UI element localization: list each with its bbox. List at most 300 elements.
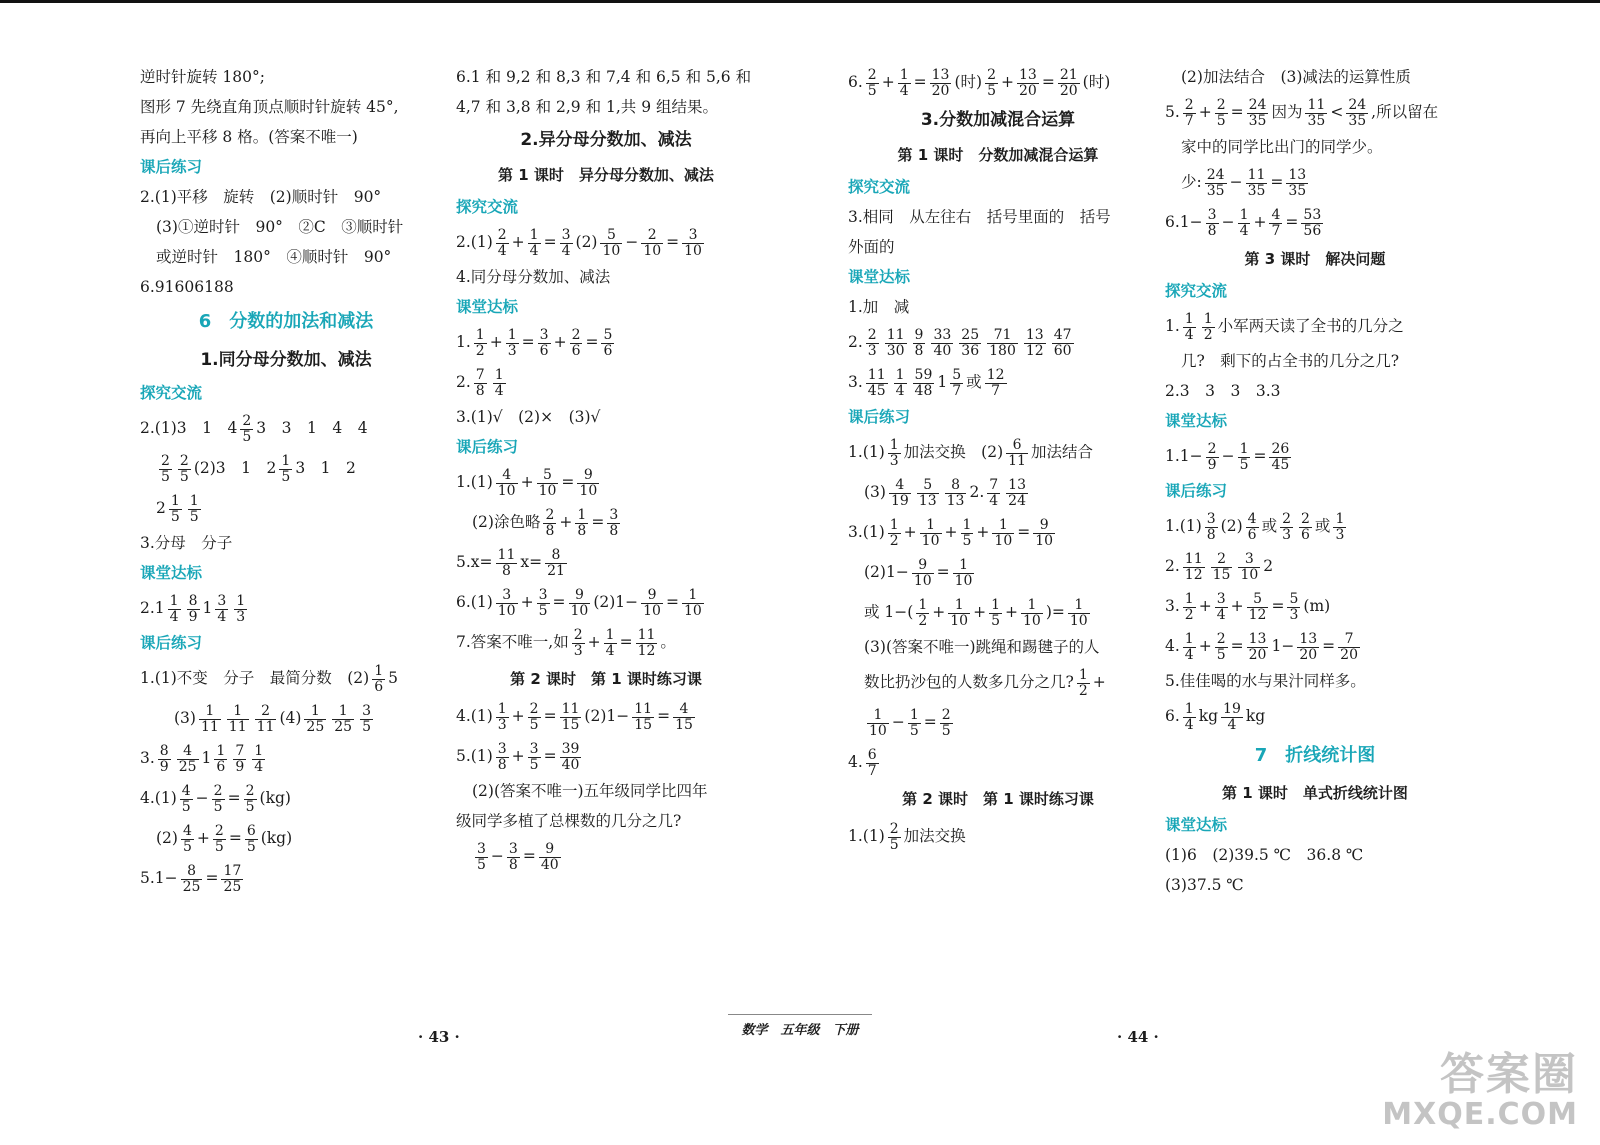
- fraction-numerator: 2: [573, 626, 583, 643]
- fraction: [304, 704, 326, 735]
- fraction: [1183, 592, 1196, 623]
- answer-line: [848, 62, 1148, 102]
- fraction-denominator: 20: [1059, 82, 1078, 99]
- fraction-denominator: 10: [1240, 566, 1259, 583]
- fraction-numerator: 1: [1203, 310, 1213, 327]
- fraction-numerator: 8: [188, 592, 198, 609]
- text-run: 3.: [1165, 597, 1180, 615]
- fraction-numerator: 7: [235, 742, 245, 759]
- fraction-numerator: 3: [609, 506, 619, 523]
- fraction-numerator: 1: [682, 588, 704, 604]
- fraction-numerator: 1: [1184, 590, 1194, 607]
- section-heading: 课后练习: [1165, 482, 1228, 500]
- fraction-numerator: 1: [1068, 598, 1090, 614]
- answer-line: [1165, 202, 1465, 242]
- fraction-denominator: 4: [899, 82, 909, 99]
- fraction: [1346, 98, 1368, 129]
- fraction: [496, 548, 518, 579]
- fraction-denominator: 10: [994, 532, 1013, 549]
- fraction-numerator: 24: [1348, 96, 1367, 113]
- fraction-denominator: 5: [182, 838, 192, 855]
- fraction: [866, 68, 879, 99]
- text-run: 。: [660, 633, 676, 651]
- answer-line: [456, 322, 756, 362]
- section-heading: 探究交流: [1165, 282, 1228, 300]
- fraction: [866, 368, 888, 399]
- fraction: [1006, 478, 1028, 509]
- fraction: [1206, 208, 1219, 239]
- text-run: 或: [1261, 517, 1278, 535]
- answer-line: [456, 362, 756, 402]
- fraction: [894, 368, 907, 399]
- fraction-denominator: 25: [334, 718, 353, 735]
- fraction-denominator: 10: [913, 572, 932, 589]
- fraction-numerator: 1: [475, 326, 485, 343]
- fraction-numerator: 1: [577, 506, 587, 523]
- fraction-numerator: 1: [992, 518, 1014, 534]
- fraction-numerator: 33: [933, 326, 952, 343]
- fraction: [600, 228, 622, 259]
- fraction-numerator: 19: [1223, 700, 1241, 717]
- fraction-numerator: 1: [281, 452, 291, 469]
- fraction: [245, 824, 258, 855]
- fraction-numerator: 1: [507, 326, 517, 343]
- answer-line: 级同学多植了总棵数的几分之几?: [456, 812, 682, 830]
- answer-line: 外面的: [848, 238, 895, 256]
- text-run: 4.(1): [456, 707, 493, 725]
- fraction-denominator: 3: [507, 342, 517, 359]
- fraction: [985, 368, 1007, 399]
- fraction-numerator: 2: [529, 700, 539, 717]
- fraction-denominator: 12: [1248, 606, 1267, 623]
- text-run: =: [619, 633, 633, 651]
- fraction: [332, 704, 354, 735]
- answer-line: 或逆时针 180° ④顺时针 90°: [156, 248, 392, 266]
- text-run: 3.: [140, 749, 155, 767]
- fraction-denominator: 5: [213, 798, 223, 815]
- fraction-denominator: 8: [577, 522, 587, 539]
- answer-line: [140, 738, 432, 778]
- text-run: 5: [388, 669, 398, 687]
- fraction: [528, 702, 541, 733]
- answer-line: [472, 502, 756, 542]
- fraction-denominator: 10: [1023, 612, 1041, 629]
- fraction: [168, 594, 181, 625]
- text-run: +: [1230, 597, 1244, 615]
- fraction-denominator: 8: [609, 522, 619, 539]
- fraction-denominator: 20: [1019, 82, 1037, 99]
- fraction-numerator: 1: [899, 66, 909, 83]
- fraction: [545, 548, 567, 579]
- fraction-numerator: 1: [1021, 598, 1043, 614]
- watermark-url: MXQE.COM: [1382, 1097, 1578, 1132]
- fraction-numerator: 4: [889, 478, 911, 494]
- lesson-title: 第 2 课时 第 1 课时练习课: [902, 790, 1094, 808]
- fraction-numerator: 1: [953, 558, 975, 574]
- fraction: [496, 468, 518, 499]
- fraction-numerator: 13: [1008, 476, 1026, 493]
- fraction: [682, 228, 704, 259]
- lesson-title: 第 1 课时 单式折线统计图: [1222, 784, 1408, 802]
- fraction-numerator: 11: [634, 700, 653, 717]
- answer-column-2: [456, 62, 756, 876]
- fraction-denominator: 10: [1035, 532, 1054, 549]
- text-run: (4): [279, 709, 302, 727]
- fraction: [1183, 98, 1196, 129]
- fraction: [1006, 438, 1028, 469]
- fraction: [1297, 632, 1319, 663]
- fraction-numerator: 53: [1303, 206, 1322, 223]
- fraction-denominator: 3: [236, 608, 246, 625]
- answer-line: [156, 488, 432, 528]
- chapter-title: 7 折线统计图: [1254, 745, 1376, 766]
- answer-line: 2.3 3 3 3.3: [1165, 382, 1281, 400]
- fraction-denominator: 4: [1227, 716, 1237, 733]
- fraction: [1299, 512, 1312, 543]
- fraction-denominator: 15: [561, 716, 580, 733]
- text-run: 5.1−: [140, 869, 178, 887]
- fraction-denominator: 6: [1247, 526, 1257, 543]
- text-run: 3 1 2: [295, 459, 356, 477]
- fraction: [187, 594, 200, 625]
- fraction: [989, 598, 1002, 629]
- fraction-numerator: 3: [561, 226, 571, 243]
- text-run: (2)1−: [864, 563, 909, 581]
- fraction: [1024, 328, 1046, 359]
- lesson-title: 第 2 课时 第 1 课时练习课: [510, 670, 702, 688]
- text-run: 小军两天读了全书的几分之: [1217, 317, 1404, 335]
- fraction-numerator: 2: [987, 66, 996, 83]
- fraction: [199, 704, 221, 735]
- fraction-denominator: 10: [579, 482, 598, 499]
- fraction: [539, 842, 561, 873]
- text-run: (3): [174, 709, 196, 727]
- text-run: =: [1230, 103, 1244, 121]
- fraction-numerator: 11: [1307, 96, 1326, 113]
- fraction-denominator: 5: [529, 716, 539, 733]
- fraction: [953, 558, 975, 589]
- answer-line: [1181, 162, 1465, 202]
- fraction-denominator: 5: [242, 428, 252, 445]
- fraction: [1077, 668, 1090, 699]
- fraction: [930, 68, 952, 99]
- text-run: 3.: [848, 373, 863, 391]
- fraction-numerator: 1: [909, 706, 919, 723]
- section-heading: 课堂达标: [1165, 816, 1228, 834]
- text-run: −: [1221, 447, 1235, 465]
- fraction-numerator: 4: [181, 782, 191, 799]
- fraction-numerator: 1: [889, 516, 899, 533]
- answer-line: 3.(1)√ (2)× (3)√: [456, 408, 601, 426]
- fraction-denominator: 10: [1069, 612, 1088, 629]
- unit-title: 1.同分母分数加、减法: [200, 350, 372, 370]
- fraction-numerator: 4: [1271, 206, 1281, 223]
- fraction-numerator: 5: [603, 326, 613, 343]
- fraction-denominator: 6: [374, 678, 384, 695]
- text-run: ,所以留在: [1371, 103, 1439, 121]
- fraction-numerator: 3: [217, 592, 227, 609]
- fraction: [1238, 208, 1251, 239]
- fraction-numerator: 47: [1053, 326, 1072, 343]
- answer-line: 1.加 减: [848, 298, 910, 316]
- fraction-denominator: 7: [867, 762, 877, 779]
- text-run: 2: [1263, 557, 1274, 575]
- section-heading: 探究交流: [456, 198, 519, 216]
- fraction-numerator: 2: [214, 822, 224, 839]
- fraction-numerator: 24: [1206, 166, 1225, 183]
- fraction-numerator: 1: [991, 596, 1000, 613]
- fraction-denominator: 5: [1239, 456, 1249, 473]
- text-run: (时): [954, 73, 983, 91]
- footer-rule: [728, 1014, 872, 1015]
- fraction-numerator: 1: [170, 492, 180, 509]
- fraction-denominator: 3: [497, 716, 507, 733]
- answer-line: [472, 836, 756, 876]
- text-run: kg: [1198, 707, 1219, 725]
- text-run: =: [665, 593, 679, 611]
- fraction-denominator: 15: [1212, 566, 1231, 583]
- fraction: [496, 588, 518, 619]
- fraction-denominator: 3: [573, 642, 583, 659]
- fraction-numerator: 71: [987, 328, 1018, 344]
- answer-line: [456, 736, 756, 776]
- fraction: [372, 664, 385, 695]
- fraction: [528, 228, 541, 259]
- fraction-numerator: 3: [496, 588, 518, 604]
- fraction: [575, 508, 588, 539]
- fraction-numerator: 2: [245, 782, 255, 799]
- fraction: [889, 478, 911, 509]
- fraction-denominator: 3: [867, 342, 877, 359]
- fraction-numerator: 13: [1299, 630, 1318, 647]
- text-run: )=: [1045, 603, 1065, 621]
- fraction-denominator: 4: [217, 608, 227, 625]
- fraction: [537, 468, 559, 499]
- fraction-denominator: 10: [538, 482, 557, 499]
- fraction-numerator: 2: [1216, 96, 1226, 113]
- fraction-denominator: 10: [643, 242, 662, 259]
- fraction-numerator: 39: [561, 740, 580, 757]
- answer-line: 家中的同学比出门的同学少。: [1181, 138, 1383, 156]
- fraction-denominator: 4: [169, 608, 179, 625]
- fraction-denominator: 35: [1307, 112, 1326, 129]
- answer-line: [864, 662, 1148, 702]
- fraction-numerator: 25: [961, 326, 980, 343]
- fraction-numerator: 26: [1271, 440, 1290, 457]
- text-run: =: [1285, 213, 1299, 231]
- fraction: [180, 784, 193, 815]
- fraction-denominator: 8: [497, 756, 507, 773]
- text-run: +: [511, 747, 525, 765]
- fraction: [1205, 512, 1218, 543]
- text-run: =: [543, 233, 557, 251]
- fraction: [234, 594, 247, 625]
- fraction: [866, 328, 879, 359]
- text-run: +: [489, 333, 503, 351]
- answer-line: [140, 588, 432, 628]
- fraction: [475, 842, 488, 873]
- text-run: −: [490, 847, 504, 865]
- text-run: 加法结合: [1030, 443, 1093, 461]
- fraction-denominator: 8: [914, 342, 924, 359]
- text-run: 1.(1): [848, 827, 885, 845]
- fraction: [177, 744, 199, 775]
- fraction: [1333, 512, 1346, 543]
- fraction-numerator: 1: [605, 626, 615, 643]
- text-run: 1.: [1165, 317, 1180, 335]
- text-run: 3 3 1 4 4: [256, 419, 368, 437]
- answer-line: [848, 742, 1148, 782]
- fraction-numerator: 2: [161, 452, 170, 469]
- fraction: [1238, 442, 1251, 473]
- fraction-denominator: 7: [991, 382, 1001, 399]
- text-run: −: [1221, 213, 1235, 231]
- fraction-numerator: 2: [1282, 510, 1291, 527]
- text-run: 1−: [1271, 637, 1295, 655]
- answer-line: [864, 702, 1148, 742]
- text-run: 加法交换: [903, 827, 966, 845]
- watermark: [1382, 1051, 1578, 1131]
- text-run: 3.(1): [848, 523, 885, 541]
- fraction-denominator: 20: [1248, 646, 1267, 663]
- text-run: +: [973, 603, 987, 621]
- fraction-denominator: 10: [950, 612, 969, 629]
- fraction: [641, 228, 663, 259]
- fraction: [1206, 442, 1219, 473]
- text-run: 2.1: [140, 599, 165, 617]
- fraction-denominator: 5: [962, 532, 972, 549]
- fraction-denominator: 10: [921, 532, 940, 549]
- text-run: =: [913, 73, 927, 91]
- fraction: [1246, 168, 1268, 199]
- fraction: [959, 328, 981, 359]
- answer-line: [174, 698, 432, 738]
- text-run: +: [881, 73, 895, 91]
- fraction-denominator: 11: [228, 718, 247, 735]
- fraction-numerator: 12: [986, 366, 1005, 383]
- text-run: 5.x=: [456, 553, 493, 571]
- fraction-denominator: 9: [188, 608, 198, 625]
- answer-line: [1165, 586, 1465, 626]
- fraction-numerator: 1: [374, 662, 384, 679]
- fraction-numerator: 8: [159, 742, 169, 759]
- fraction-denominator: 10: [954, 572, 973, 589]
- fraction-denominator: 11: [256, 718, 275, 735]
- fraction-denominator: 10: [643, 602, 661, 619]
- section-heading: 课后练习: [140, 158, 203, 176]
- text-run: +: [511, 233, 525, 251]
- text-run: 2.: [969, 483, 985, 501]
- fraction-numerator: 2: [213, 782, 223, 799]
- text-run: 1.(1)不变 分子 最简分数 (2): [140, 669, 370, 687]
- fraction-numerator: 5: [917, 478, 939, 494]
- answer-line: (2)(答案不唯一)五年级同学比四年: [472, 782, 708, 800]
- text-run: =: [228, 829, 242, 847]
- fraction: [244, 784, 257, 815]
- fraction-denominator: 48: [914, 382, 933, 399]
- fraction-numerator: 13: [931, 66, 950, 83]
- fraction-numerator: 13: [1288, 166, 1307, 183]
- answer-line: [140, 858, 432, 898]
- fraction-numerator: 13: [1025, 326, 1044, 343]
- answer-line: 3.相同 从左往右 括号里面的 括号: [848, 208, 1111, 226]
- fraction-numerator: 7: [989, 476, 999, 493]
- fraction-numerator: 3: [497, 740, 507, 757]
- text-run: (2): [1220, 517, 1243, 535]
- fraction-numerator: 1: [1184, 700, 1194, 717]
- text-run: =: [591, 513, 605, 531]
- fraction-denominator: 5: [991, 612, 1000, 629]
- fraction-denominator: 13: [918, 492, 937, 509]
- text-run: =: [543, 747, 557, 765]
- fraction: [604, 628, 617, 659]
- text-run: (kg): [259, 789, 291, 807]
- answer-line: [140, 658, 432, 698]
- fraction: [252, 744, 265, 775]
- fraction-numerator: 2: [941, 706, 951, 723]
- text-run: (kg): [260, 829, 293, 847]
- top-border: [0, 0, 1600, 3]
- fraction: [560, 702, 582, 733]
- fraction: [1052, 328, 1074, 359]
- text-run: (2)涂色略: [472, 513, 541, 531]
- text-run: =: [543, 707, 557, 725]
- answer-line: 5.佳佳喝的水与果汁同样多。: [1165, 672, 1366, 690]
- fraction-numerator: 3: [508, 840, 518, 857]
- fraction-denominator: 5: [161, 468, 170, 485]
- answer-line: [1165, 306, 1465, 346]
- text-run: +: [976, 523, 990, 541]
- fraction-numerator: 11: [886, 326, 905, 343]
- fraction: [1287, 592, 1300, 623]
- text-run: 2.: [1165, 557, 1180, 575]
- fraction-denominator: 5: [941, 722, 951, 739]
- fraction-numerator: 3: [538, 586, 548, 603]
- answer-line: 再向上平移 8 格。(答案不唯一): [140, 128, 358, 146]
- text-run: 2.: [456, 373, 471, 391]
- fraction: [1286, 168, 1308, 199]
- fraction-numerator: 13: [1019, 66, 1037, 83]
- fraction-denominator: 9: [1207, 456, 1217, 473]
- text-run: 5.: [1165, 103, 1180, 121]
- fraction: [213, 824, 226, 855]
- fraction-denominator: 21: [547, 562, 565, 579]
- fraction-numerator: 5: [537, 468, 559, 484]
- fraction: [1280, 512, 1293, 543]
- fraction-numerator: 9: [641, 588, 663, 604]
- fraction-numerator: 3: [1238, 552, 1260, 568]
- fraction: [1068, 598, 1090, 629]
- fraction-numerator: 2: [1184, 96, 1194, 113]
- answer-line: [1165, 436, 1465, 476]
- fraction: [1246, 512, 1259, 543]
- fraction: [212, 784, 225, 815]
- answer-line: [1165, 626, 1465, 666]
- fraction: [636, 628, 658, 659]
- fraction: [159, 454, 172, 485]
- fraction: [888, 518, 901, 549]
- fraction-denominator: 8: [501, 562, 511, 579]
- answer-line: [848, 512, 1148, 552]
- text-run: 1.(1): [1165, 517, 1202, 535]
- fraction: [950, 368, 963, 399]
- text-run: +: [520, 473, 534, 491]
- text-run: (2): [156, 829, 178, 847]
- fraction-numerator: 11: [867, 366, 886, 383]
- answer-line: [1165, 696, 1465, 736]
- fraction: [992, 518, 1014, 549]
- answer-line: 逆时针旋转 180°;: [140, 68, 265, 86]
